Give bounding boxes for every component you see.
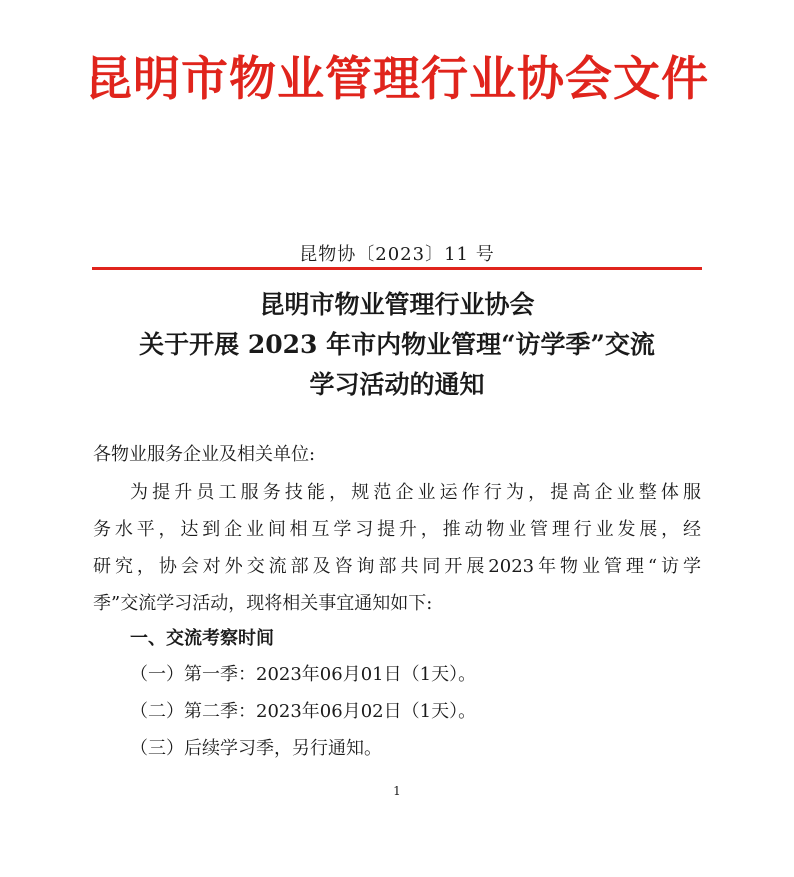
salutation: 各物业服务企业及相关单位: <box>93 444 316 465</box>
body-paragraph-line-3: 研究，协会对外交流部及咨询部共同开展2023年物业管理“访学 <box>93 556 701 577</box>
page-number: 1 <box>393 784 401 798</box>
body-paragraph-line-2: 务水平，达到企业间相互学习提升，推动物业管理行业发展，经 <box>93 519 701 540</box>
list-item: （二）第二季：2023年06月02日（1天）。 <box>130 701 477 722</box>
list-item: （三）后续学习季，另行通知。 <box>130 738 382 759</box>
section-heading-exchange-time: 一、交流考察时间 <box>130 628 274 649</box>
body-paragraph-line-4: 季”交流学习活动，现将相关事宜通知如下: <box>93 593 433 614</box>
issuer-header-title: 昆明市物业管理行业协会文件 <box>85 52 709 107</box>
document-number: 昆物协〔2023〕11 号 <box>299 244 495 265</box>
notice-title-line-1: 昆明市物业管理行业协会 <box>259 290 535 319</box>
list-item: （一）第一季：2023年06月01日（1天）。 <box>130 664 477 685</box>
notice-title-line-2: 关于开展 2023 年市内物业管理“访学季”交流 <box>139 330 655 359</box>
body-paragraph-line-1: 为提升员工服务技能，规范企业运作行为，提高企业整体服 <box>130 482 701 503</box>
red-divider-line <box>92 267 702 270</box>
notice-title-line-3: 学习活动的通知 <box>309 370 485 399</box>
